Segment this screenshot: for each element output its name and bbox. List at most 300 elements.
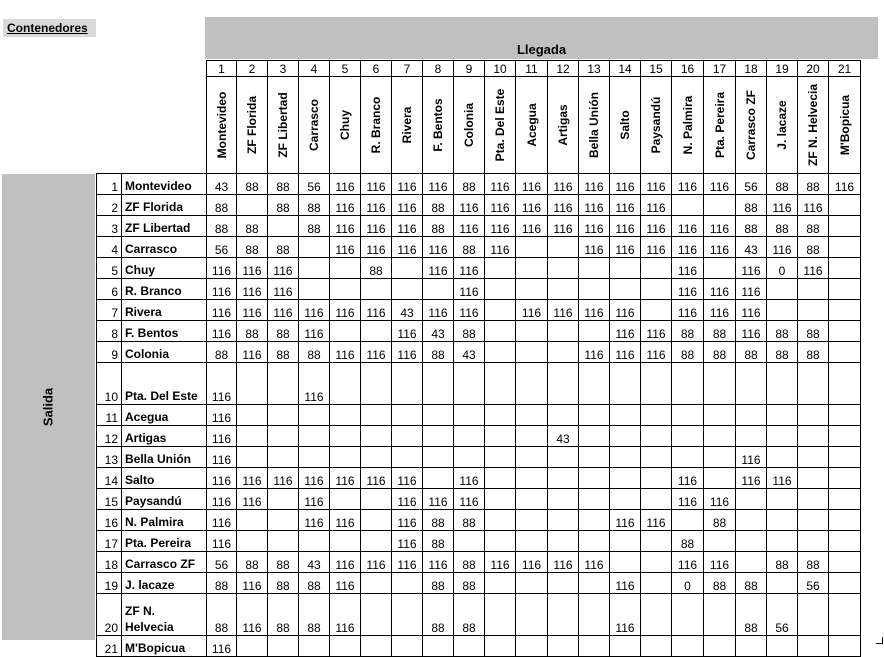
table-cell [361,363,392,405]
row-name: Salto [122,468,207,489]
table-cell: 88 [237,321,268,342]
table-cell [641,552,672,573]
table-cell [268,531,299,552]
table-cell: 116 [299,510,330,531]
row-name: Carrasco [122,237,207,258]
table-cell [485,489,516,510]
table-cell [392,636,423,657]
table-cell [736,426,767,447]
table-cell: 116 [392,174,423,195]
table-row [97,447,861,468]
column-name: Bella Unión [587,91,601,159]
row-number: 16 [97,510,122,531]
table-cell [454,405,485,426]
table-cell: 116 [299,489,330,510]
column-number: 16 [672,61,704,77]
table-cell: 116 [610,300,641,321]
table-cell [485,279,516,300]
table-cell [548,363,579,405]
table-cell: 88 [798,321,829,342]
table-cell [829,258,861,279]
table-cell: 116 [392,468,423,489]
table-row [97,636,861,657]
table-row [97,174,861,195]
table-cell [736,489,767,510]
column-number: 20 [798,61,829,77]
table-cell [485,426,516,447]
column-number: 14 [610,61,641,77]
table-cell [798,426,829,447]
table-cell: 88 [704,321,736,342]
table-cell [610,531,641,552]
table-cell: 116 [516,174,548,195]
table-cell [423,468,454,489]
table-cell [798,405,829,426]
table-cell [610,636,641,657]
table-cell: 116 [579,195,610,216]
table-cell: 116 [299,363,330,405]
table-cell: 116 [454,468,485,489]
table-cell [299,405,330,426]
table-cell: 116 [672,279,704,300]
table-cell [829,300,861,321]
row-number: 21 [97,636,122,657]
row-name: Colonia [122,342,207,363]
table-cell: 116 [454,279,485,300]
table-cell [579,468,610,489]
table-cell [485,573,516,594]
table-cell: 116 [641,321,672,342]
table-cell [829,279,861,300]
table-cell [548,468,579,489]
table-cell: 116 [392,321,423,342]
table-cell: 116 [207,300,237,321]
table-cell [829,405,861,426]
column-name: Artigas [556,104,570,146]
table-cell: 116 [330,573,361,594]
table-cell: 88 [767,174,798,195]
table-cell: 116 [516,552,548,573]
table-row [97,216,861,237]
table-cell: 116 [361,237,392,258]
row-number: 10 [97,363,122,405]
column-name-cell [207,77,237,174]
table-cell [704,258,736,279]
table-cell: 116 [268,468,299,489]
table-cell [361,426,392,447]
table-cell [361,636,392,657]
table-cell: 116 [641,174,672,195]
column-name: Carrasco [307,98,321,152]
table-cell [767,489,798,510]
table-cell: 116 [485,195,516,216]
table-cell [454,636,485,657]
table-row [97,363,861,405]
table-cell [516,510,548,531]
table-cell: 88 [268,594,299,636]
table-cell: 116 [610,594,641,636]
table-cell [392,258,423,279]
table-cell [361,447,392,468]
table-cell [736,636,767,657]
table-cell: 88 [736,195,767,216]
table-cell [672,510,704,531]
column-name-cell [392,77,423,174]
table-cell: 88 [454,174,485,195]
table-cell [516,321,548,342]
table-cell [798,489,829,510]
table-cell: 88 [454,552,485,573]
table-cell: 88 [207,573,237,594]
table-cell [548,447,579,468]
table-cell [330,279,361,300]
sheet-title: Contenedores [3,19,96,37]
table-cell: 88 [299,594,330,636]
table-cell [516,405,548,426]
row-number: 11 [97,405,122,426]
table-cell [829,552,861,573]
table-cell [641,636,672,657]
table-cell [767,279,798,300]
table-cell [485,405,516,426]
table-cell [579,636,610,657]
table-cell [237,426,268,447]
table-cell [485,342,516,363]
table-cell: 116 [736,258,767,279]
table-cell: 88 [361,258,392,279]
column-number: 5 [330,61,361,77]
table-cell: 88 [454,573,485,594]
table-cell [798,510,829,531]
row-name: Artigas [122,426,207,447]
table-cell [237,510,268,531]
table-cell [454,447,485,468]
table-cell [485,363,516,405]
table-cell [330,447,361,468]
table-cell: 88 [704,342,736,363]
blank-cell [97,77,122,174]
column-number: 2 [237,61,268,77]
column-name: Paysandú [649,96,663,154]
column-name-row [97,77,861,174]
column-number: 7 [392,61,423,77]
row-name: Bella Unión [122,447,207,468]
table-cell: 116 [641,195,672,216]
table-cell [641,300,672,321]
table-cell: 43 [299,552,330,573]
llegada-label: Llegada [516,42,567,57]
table-cell [641,426,672,447]
table-cell [516,447,548,468]
row-number: 6 [97,279,122,300]
column-name-cell [610,77,641,174]
table-cell: 43 [423,321,454,342]
table-cell: 116 [299,300,330,321]
table-cell: 88 [268,573,299,594]
table-cell: 88 [798,237,829,258]
row-name: Paysandú [122,489,207,510]
column-name: Chuy [338,110,352,140]
table-cell [641,447,672,468]
table-cell: 116 [485,237,516,258]
table-cell: 88 [454,510,485,531]
table-cell: 88 [299,573,330,594]
table-cell [704,405,736,426]
table-cell [829,216,861,237]
table-cell [610,363,641,405]
table-cell: 116 [454,195,485,216]
table-cell: 116 [237,300,268,321]
table-cell: 116 [736,300,767,321]
table-cell [767,363,798,405]
table-cell [767,510,798,531]
table-cell [610,489,641,510]
table-cell: 88 [423,342,454,363]
row-name: Rivera [122,300,207,321]
table-cell [798,468,829,489]
table-cell [672,636,704,657]
column-number: 11 [516,61,548,77]
table-cell: 116 [237,342,268,363]
table-cell: 116 [361,552,392,573]
table-cell: 116 [767,468,798,489]
table-cell [516,342,548,363]
table-cell: 116 [610,195,641,216]
table-cell: 116 [798,195,829,216]
table-cell [237,636,268,657]
table-cell: 116 [361,195,392,216]
table-cell: 116 [704,174,736,195]
row-number: 13 [97,447,122,468]
table-cell [641,594,672,636]
column-name-cell [548,77,579,174]
column-number: 6 [361,61,392,77]
blank-cell [122,77,207,174]
table-cell [798,363,829,405]
table-cell [548,531,579,552]
table-cell: 116 [672,174,704,195]
table-cell [641,279,672,300]
table-cell: 116 [392,552,423,573]
table-cell [516,237,548,258]
table-cell [485,510,516,531]
table-cell: 43 [454,342,485,363]
table-cell [330,258,361,279]
table-cell: 116 [672,216,704,237]
row-number: 9 [97,342,122,363]
table-cell: 116 [268,300,299,321]
table-cell [579,279,610,300]
table-row [97,510,861,531]
table-cell [516,426,548,447]
column-name: Montevideo [214,91,229,159]
column-name-cell [330,77,361,174]
table-cell: 116 [392,531,423,552]
table-cell: 116 [207,426,237,447]
column-name-cell [516,77,548,174]
table-cell [704,531,736,552]
table-cell: 116 [641,216,672,237]
table-cell: 88 [423,216,454,237]
table-cell [548,258,579,279]
row-number: 3 [97,216,122,237]
column-name: Acegua [524,103,539,147]
table-cell [736,531,767,552]
table-cell: 116 [207,321,237,342]
table-cell [485,447,516,468]
row-number: 14 [97,468,122,489]
table-cell: 116 [454,300,485,321]
table-cell: 116 [610,510,641,531]
table-cell [392,594,423,636]
table-cell: 88 [423,510,454,531]
table-cell: 116 [361,300,392,321]
table-cell: 116 [361,342,392,363]
table-cell [516,594,548,636]
table-cell: 116 [485,174,516,195]
row-number: 20 [97,594,122,636]
column-number: 4 [299,61,330,77]
table-cell: 116 [454,258,485,279]
table-cell [610,426,641,447]
row-name: ZF N. Helvecia [122,594,207,636]
column-name: R. Branco [369,96,383,154]
table-cell: 116 [330,195,361,216]
table-cell: 116 [672,258,704,279]
table-cell: 116 [237,489,268,510]
table-cell: 88 [268,195,299,216]
row-name: N. Palmira [122,510,207,531]
table-cell [767,426,798,447]
row-name: ZF Libertad [122,216,207,237]
table-cell [672,594,704,636]
table-cell [641,468,672,489]
row-name: Carrasco ZF [122,552,207,573]
column-name: M'Bopicua [837,94,852,156]
table-cell: 88 [798,552,829,573]
table-cell: 116 [207,279,237,300]
table-cell: 116 [516,216,548,237]
table-row [97,237,861,258]
table-cell [516,489,548,510]
column-name-cell [299,77,330,174]
table-cell [268,489,299,510]
table-cell [361,594,392,636]
table-cell: 116 [299,468,330,489]
table-cell: 88 [767,552,798,573]
table-cell: 116 [207,531,237,552]
table-cell: 116 [485,552,516,573]
table-cell: 88 [299,342,330,363]
table-cell: 116 [641,237,672,258]
table-cell: 56 [207,237,237,258]
table-cell [736,552,767,573]
table-cell: 116 [610,216,641,237]
table-cell [423,447,454,468]
table-cell [516,531,548,552]
table-cell: 88 [207,216,237,237]
table-cell: 88 [268,552,299,573]
column-name: Colonia [462,103,476,147]
table-cell [485,531,516,552]
table-cell [548,321,579,342]
table-cell [672,447,704,468]
column-name: ZF Libertad [276,92,290,158]
table-cell [268,216,299,237]
table-cell: 116 [610,174,641,195]
table-cell: 116 [548,195,579,216]
table-cell [579,363,610,405]
table-cell [579,531,610,552]
table-cell: 88 [736,342,767,363]
table-cell [704,468,736,489]
column-name-cell [361,77,392,174]
table-cell [299,531,330,552]
row-name: J. lacaze [122,573,207,594]
table-cell: 116 [268,279,299,300]
table-cell: 116 [736,321,767,342]
table-cell: 88 [454,321,485,342]
table-cell [392,426,423,447]
column-name-cell [237,77,268,174]
table-cell [579,405,610,426]
table-cell [641,531,672,552]
column-name: J. lacaze [775,100,789,150]
table-cell: 116 [672,300,704,321]
table-cell: 116 [610,573,641,594]
row-name: Acegua [122,405,207,426]
table-cell [454,363,485,405]
table-cell: 116 [330,552,361,573]
table-cell: 116 [237,594,268,636]
table-cell [610,468,641,489]
table-cell: 116 [548,216,579,237]
column-name-cell [579,77,610,174]
table-cell [299,636,330,657]
table-cell [330,363,361,405]
row-number: 4 [97,237,122,258]
table-cell: 88 [704,510,736,531]
table-cell: 116 [207,468,237,489]
table-cell [237,447,268,468]
table-cell [485,468,516,489]
table-cell [641,573,672,594]
table-cell [829,363,861,405]
column-number: 17 [704,61,736,77]
table-row [97,468,861,489]
row-name: Chuy [122,258,207,279]
table-cell: 43 [207,174,237,195]
table-cell [361,279,392,300]
table-cell: 116 [237,258,268,279]
table-cell [485,300,516,321]
table-cell [672,195,704,216]
table-cell: 116 [392,489,423,510]
table-cell [704,363,736,405]
table-cell: 88 [237,237,268,258]
table-cell [361,405,392,426]
table-cell [610,279,641,300]
table-cell [268,447,299,468]
blank-cell [122,61,207,77]
distance-matrix [96,60,861,657]
table-cell [579,573,610,594]
table-cell [454,426,485,447]
column-name: Rivera [400,106,414,144]
table-cell: 88 [736,573,767,594]
table-cell [423,405,454,426]
table-cell [361,489,392,510]
